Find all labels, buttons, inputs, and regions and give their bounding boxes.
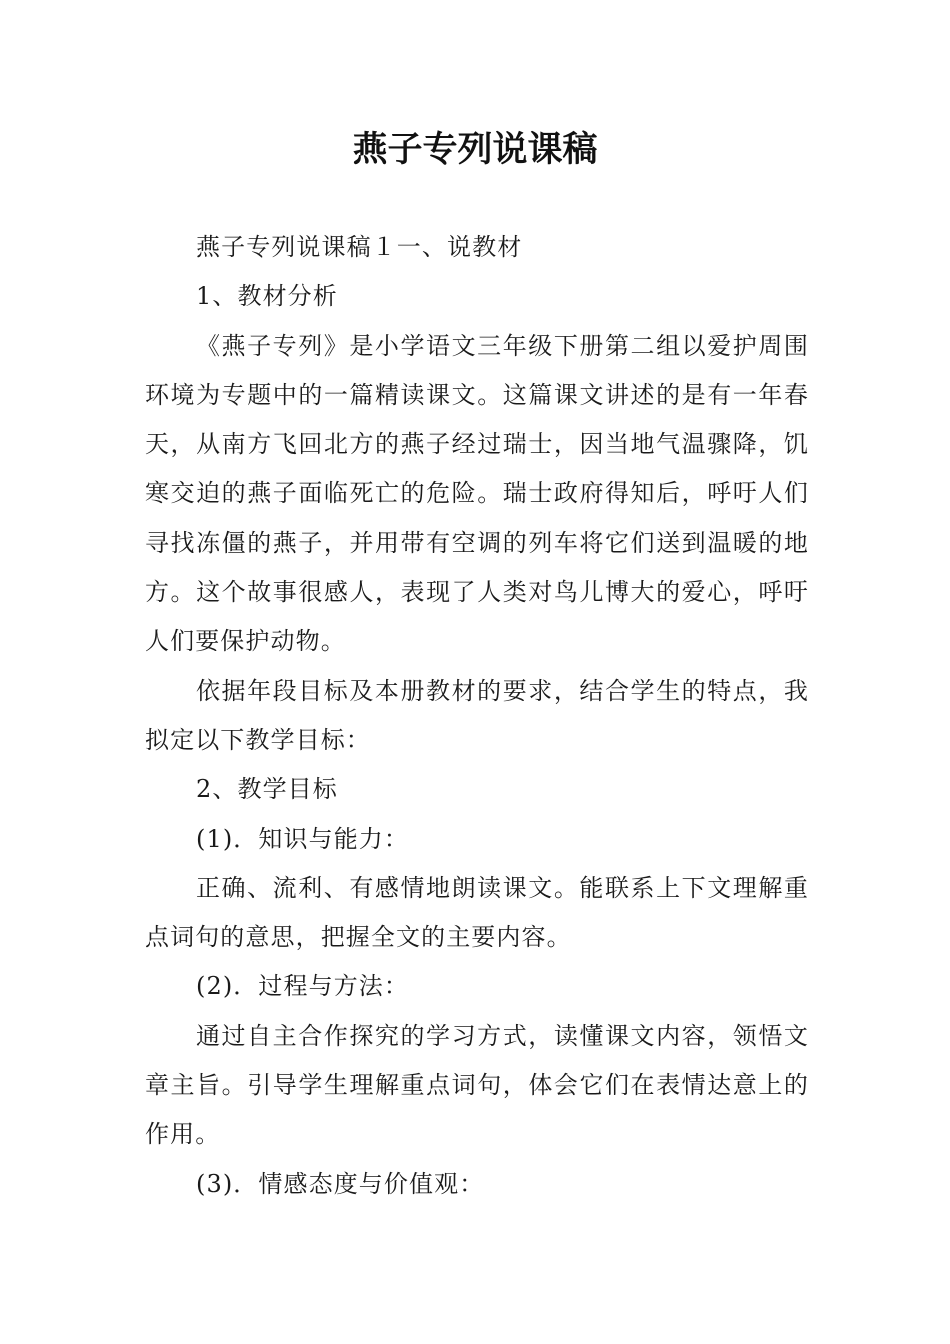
document-title: 燕子专列说课稿 bbox=[352, 130, 598, 170]
paragraph-section-1-heading: 1、教材分析 bbox=[196, 282, 338, 311]
paragraph-goal-1-heading: (1)．知识与能力： bbox=[196, 824, 409, 853]
paragraph-goal-3-heading: (3)．情感态度与价值观： bbox=[196, 1169, 485, 1198]
paragraph-section-2-heading: 2、教学目标 bbox=[196, 775, 338, 804]
paragraph-goal-2-heading: (2)．过程与方法： bbox=[196, 972, 409, 1001]
paragraph-intro-heading: 燕子专列说课稿１一、说教材 bbox=[196, 233, 523, 261]
paragraph-goal-1-text: 正确、流利、有感情地朗读课文。能联系上下文理解重点词句的意思，把握全文的主要内容。 bbox=[145, 873, 809, 952]
document-body bbox=[145, 223, 809, 1209]
paragraph-material-analysis: 《燕子专列》是小学语文三年级下册第二组以爱护周围环境为专题中的一篇精读课文。这篇课文讲述的是有一年春天，从南方飞回北方的燕子经过瑞士，因当地气温骤降，饥寒交迫的燕子面临死亡的危险。瑞士政府得知后，呼吁人们寻找冻僵的燕子，并用带有空调的列车将它们送到温暖的地方。这个故事很感人，表现了人类对鸟儿博大的爱心，呼吁人们要保护动物。 bbox=[145, 331, 809, 656]
paragraph-goal-2-text: 通过自主合作探究的学习方式，读懂课文内容，领悟文章主旨。引导学生理解重点词句，体会它们在表情达意上的作用。 bbox=[145, 1021, 809, 1149]
paragraph-goal-basis: 依据年段目标及本册教材的要求，结合学生的特点，我拟定以下教学目标： bbox=[145, 676, 809, 754]
